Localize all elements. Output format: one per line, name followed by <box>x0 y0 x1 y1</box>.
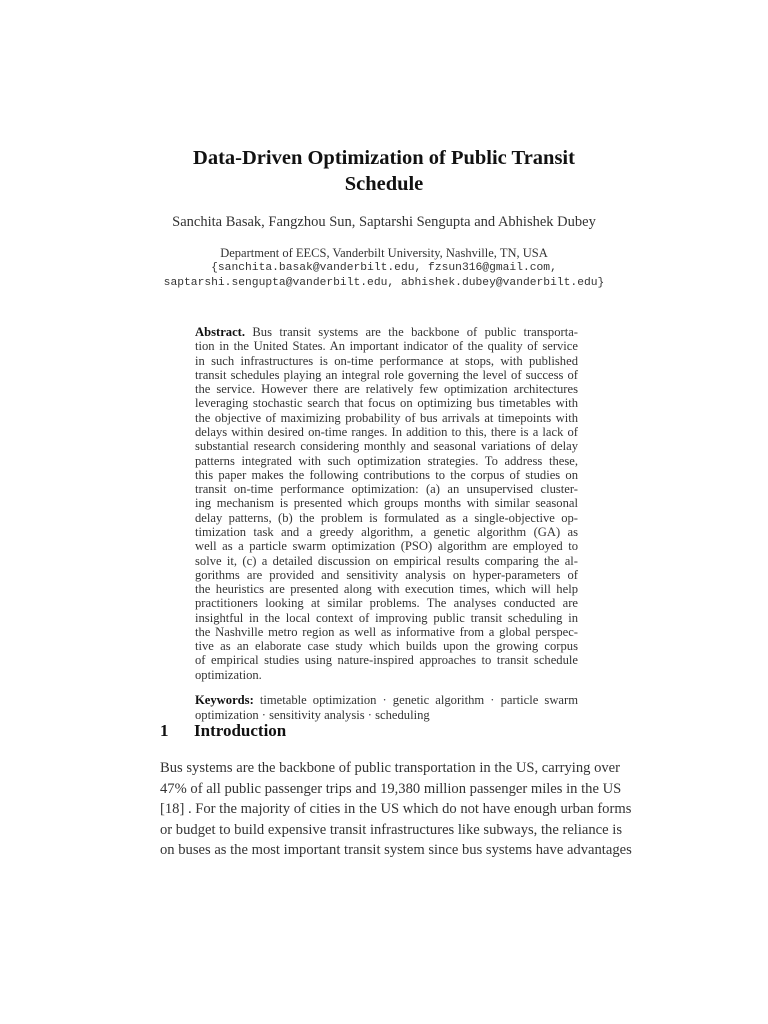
abstract <box>195 325 578 682</box>
abstract-line: delay patterns, (b) the problem is formulated as a single-objective op- <box>195 510 578 525</box>
keywords <box>195 693 578 722</box>
abstract-line: delays within desired on-time ranges. In addition to this, there is a lack of <box>195 424 578 439</box>
emails-line: {sanchita.basak@vanderbilt.edu, fzsun316@gmail.com, <box>211 262 557 274</box>
paragraph-line: [18] . For the majority of cities in the US which do not have enough urban forms <box>160 801 632 818</box>
abstract-line: patterns integrated with such optimization strategies. To address these, <box>195 453 578 468</box>
abstract-line: in such infrastructures is on-time performance at stops, with published <box>195 353 578 368</box>
abstract-line: the objective of maximizing probability of bus arrivals at timepoints with <box>195 410 578 425</box>
title-line: Schedule <box>344 173 424 195</box>
abstract-line: well as a particle swarm optimization (PSO) algorithm are employed to <box>195 539 578 554</box>
abstract-line: timization task and a greedy algorithm, a genetic algorithm (GA) as <box>195 524 578 539</box>
section-number: 1 <box>160 721 169 740</box>
emails-line: saptarshi.sengupta@vanderbilt.edu, abhishek.dubey@vanderbilt.edu} <box>163 277 605 289</box>
abstract-line: the Nashville metro region as well as informative from a global perspec- <box>195 624 578 639</box>
paper-title <box>0 145 768 197</box>
abstract-line: Abstract. Bus transit systems are the backbone of public transporta- <box>195 325 578 339</box>
abstract-label: Abstract. <box>195 325 246 339</box>
section-title: Introduction <box>194 721 287 740</box>
abstract-line: this paper makes the following contributions to the corpus of studies on <box>195 467 578 482</box>
abstract-line: practitioners looking at similar problems. The analyses conducted are <box>195 596 578 611</box>
paragraph-line: 47% of all public passenger trips and 19,380 million passenger miles in the US <box>160 780 622 797</box>
abstract-line: transit schedules playing an integral role governing the level of success of <box>195 367 578 382</box>
abstract-line: gorithms are provided and sensitivity analysis on hyper-parameters of <box>195 567 578 582</box>
authors: Sanchita Basak, Fangzhou Sun, Saptarshi Sengupta and Abhishek Dubey <box>172 214 596 230</box>
affiliation: Department of EECS, Vanderbilt University, Nashville, TN, USA <box>220 246 548 260</box>
introduction-body <box>160 758 632 861</box>
abstract-line: optimization. <box>195 667 262 682</box>
abstract-line: ing mechanism is presented which groups months with similar seasonal <box>195 496 578 511</box>
abstract-line: the heuristics are presented along with execution times, which will help <box>195 582 578 597</box>
section-heading <box>160 721 286 741</box>
abstract-line: the service. However there are relatively few optimization architectures <box>195 382 578 397</box>
abstract-line: of empirical studies using nature-inspired approaches to transit schedule <box>195 653 578 668</box>
abstract-line: substantial research considering monthly and seasonal variations of delay <box>195 439 578 454</box>
title-line: Data-Driven Optimization of Public Transit <box>193 147 575 169</box>
abstract-line: transit on-time performance optimization: (a) an unsupervised cluster- <box>195 482 578 497</box>
paragraph-line: Bus systems are the backbone of public transportation in the US, carrying over <box>160 760 620 776</box>
abstract-line: insightful in the local context of improving public transit scheduling in <box>195 610 578 625</box>
abstract-line: solve it, (c) a detailed discussion on empirical results comparing the al- <box>195 553 578 568</box>
affiliation-block <box>0 246 768 291</box>
keywords-line: optimization · sensitivity analysis · scheduling <box>195 707 430 722</box>
abstract-line: tive as an elaborate case study which builds upon the growing corpus <box>195 639 578 654</box>
abstract-line: tion in the United States. An important indicator of the quality of service <box>195 339 578 354</box>
keywords-label: Keywords: <box>195 693 254 707</box>
paragraph-line: or budget to build expensive transit infrastructures like subways, the reliance is <box>160 821 623 838</box>
keywords-line: Keywords: timetable optimization · genetic algorithm · particle swarm <box>195 693 578 707</box>
abstract-line: leveraging stochastic search that focus on optimizing bus timetables with <box>195 396 578 411</box>
paragraph-line: on buses as the most important transit system since bus systems have advantages <box>160 842 632 859</box>
